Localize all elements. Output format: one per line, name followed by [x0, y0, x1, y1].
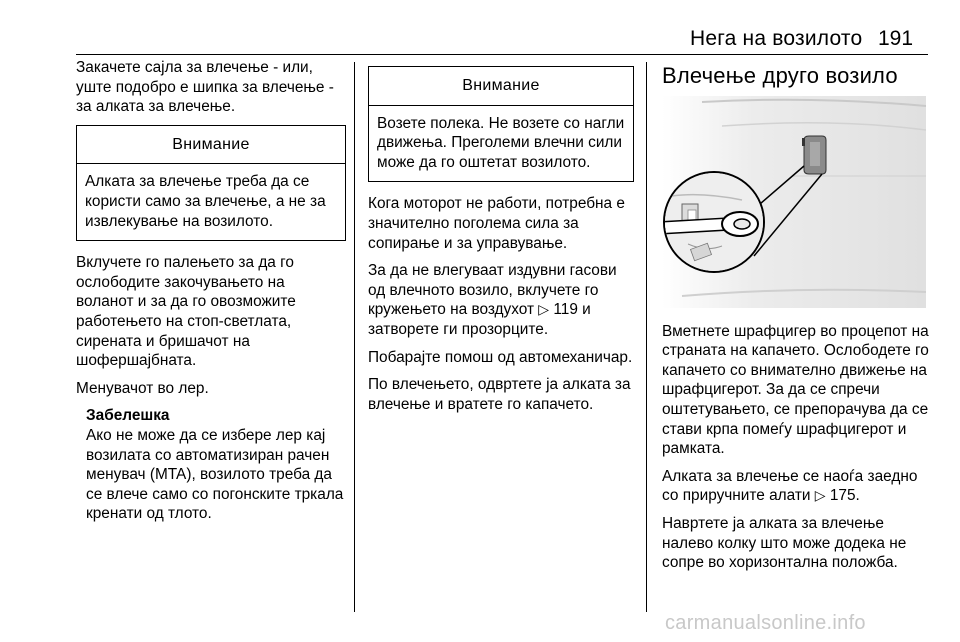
header-rule	[76, 54, 928, 55]
warning-box	[76, 125, 346, 241]
cross-reference-link[interactable]: 175	[829, 487, 856, 505]
neutral-paragraph: Менувачот во лер.	[76, 379, 209, 397]
engine-off-paragraph: Кога моторот не работи, потребна е значително поголема сила за сопирање и за управување.	[368, 195, 625, 252]
note-title: Забелешка	[86, 407, 170, 425]
tow-eye-drawing-icon	[662, 96, 926, 308]
tow-eye-illustration	[662, 96, 926, 308]
exhaust-paragraph: За да не влегуваат издувни гасови од влечното возило, вклучете го кружењето на воздухот ▷ 119 и затворете ги прозорците.	[368, 262, 617, 338]
tools-paragraph: Алката за влечење се наоѓа заедно со приручните алати ▷ 175.	[662, 467, 918, 505]
warning-box-2	[368, 66, 634, 182]
cross-reference-arrow-icon: ▷	[538, 301, 550, 318]
warning-title-2: Внимание	[369, 67, 633, 106]
warning-body-2: Возете полека. Не возете со нагли движења. Преголеми влечни сили може да го оштетат возилото.	[377, 114, 625, 171]
after-towing-paragraph: По влечењето, одвртете ја алката за влечење и вратете го капачето.	[368, 376, 631, 413]
column-divider-1	[354, 62, 355, 612]
warning-body: Алката за влечење треба да се користи само за влечење, а не за извлекување на возилото.	[85, 173, 326, 230]
column-3	[662, 58, 930, 581]
column-1	[76, 58, 346, 524]
cross-reference-link[interactable]: 119	[553, 301, 578, 319]
cross-reference-arrow-icon: ▷	[814, 487, 826, 504]
running-header-title: Нега на возилото	[690, 27, 863, 50]
watermark: carmanualsonline.info	[665, 612, 866, 634]
ignition-paragraph: Вклучете го палењето за да го ослободите закочувањето на воланот и за да го овозможите работењето на стоп-светлата, сирената и бришачот на шофершајбната.	[76, 254, 296, 370]
page-number: 191	[878, 27, 914, 50]
screwdriver-paragraph: Вметнете шрафцигер во процепот на страната на капачето. Ослободете го капачето со внимателно движење на шрафцигерот. За да се спречи оштетувањето, се препорачува да се стави крпа помеѓу шрафцигерот и рамката.	[662, 322, 929, 458]
section-title: Влечење друго возило	[662, 63, 898, 88]
note-block	[86, 406, 346, 524]
mechanic-paragraph: Побарајте помош од автомеханичар.	[368, 348, 633, 366]
note-body: Ако не може да се избере лер кај возилата со автоматизиран рачен менувач (MTA), возилото треба да се влече само со погонските тркала кренати од тлото.	[86, 426, 344, 523]
intro-paragraph: Закачете сајла за влечење - или, уште подобро е шипка за влечење - за алката за влечење.	[76, 59, 334, 116]
column-divider-2	[646, 62, 647, 612]
column-2	[368, 58, 634, 422]
screw-in-paragraph: Навртете ја алката за влечење налево колку што може додека не сопре во хоризонтална положба.	[662, 514, 907, 572]
warning-title: Внимание	[77, 126, 345, 165]
